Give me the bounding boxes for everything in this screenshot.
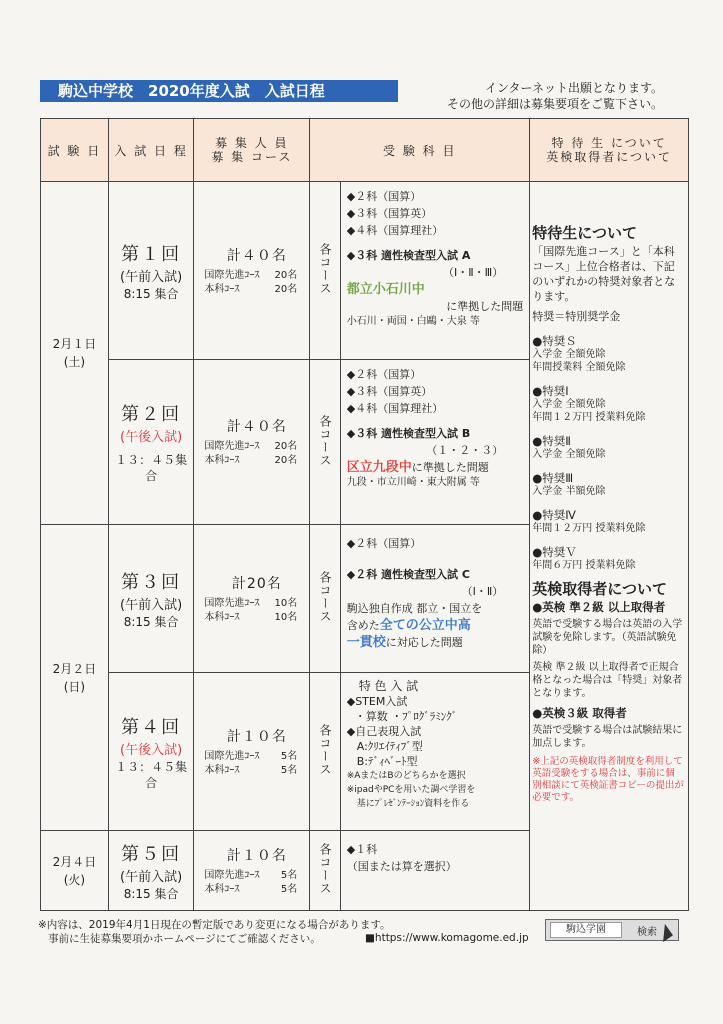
course-label-text: 各コース <box>318 843 332 895</box>
course-label-text: 各コース <box>318 414 332 467</box>
special-definition: 特奨＝特別奨学金 <box>532 310 621 323</box>
round-type: (午後入試) <box>120 430 183 445</box>
scholarship-desc: 入学金 全額免除 <box>532 349 606 360</box>
course-name: 国際先進ｺｰｽ <box>204 869 260 881</box>
footer-note-line2: 事前に生徒募集要項かホームページにてご確認ください。 <box>48 933 321 945</box>
capacity-row <box>204 883 309 897</box>
date-day: (土) <box>63 355 86 369</box>
exam-date-0202 <box>41 525 109 831</box>
reference-school: 都立小石川中 <box>346 282 425 297</box>
eiken-head: 英検取得者について <box>532 580 667 598</box>
special-exam-head: ◆３科 適性検査型入試 A <box>346 249 471 262</box>
round-title: 第１回 <box>121 243 182 265</box>
course-label-text: 各コース <box>318 724 332 776</box>
subject-item: 特 色 入 試 <box>358 679 419 693</box>
date-line: 2月４日 <box>52 854 97 869</box>
capacity-row <box>204 269 309 283</box>
header-note-line1: インターネット出願となります。 <box>485 81 663 95</box>
footer-note-line1: ※内容は、2019年4月1日現在の暫定版であり変更になる場合があります。 <box>38 919 391 931</box>
scholarship-desc: 入学金 全額免除 <box>532 399 606 410</box>
header-special <box>530 119 689 182</box>
capacity-total: 計１０名 <box>226 847 287 864</box>
header-capacity-line2: 募 集 コース <box>211 150 293 164</box>
scholarship-desc: 入学金 全額免除 <box>532 449 606 460</box>
round-title: 第５回 <box>121 843 182 865</box>
header-special-line1: 特 待 生 について <box>551 136 667 150</box>
course-label-text: 各コース <box>318 243 332 295</box>
round-title: 第２回 <box>121 404 182 425</box>
subjects-5 <box>340 831 530 911</box>
round-time: １３：４５集合 <box>115 453 188 483</box>
course-label <box>310 525 340 673</box>
subject-item: ◆２科（国算） <box>346 368 422 381</box>
course-count: 20名 <box>274 283 298 295</box>
eiken-desc: 英語で受験する場合は試験結果に加点します。 <box>532 725 683 749</box>
round-time: 8:15 集合 <box>123 286 179 301</box>
capacity-row <box>204 454 309 468</box>
scholarship-name: ●特奨Ⅲ <box>532 471 574 485</box>
course-name: 国際先進ｺｰｽ <box>204 269 260 281</box>
subjects-4 <box>340 673 530 831</box>
capacity-1 <box>194 182 310 360</box>
reference-school: 全ての公立中高 <box>379 618 471 633</box>
subject-note: ※AまたはBのどちらかを選択 <box>346 771 466 781</box>
exam-date-0201 <box>41 182 109 525</box>
course-count: 5名 <box>280 750 298 762</box>
course-count: 5名 <box>280 869 298 881</box>
subject-item: ◆自己表現入試 <box>346 725 422 738</box>
subject-item: ◆４科（国算理社） <box>346 224 444 237</box>
page-title: 駒込中学校 2020年度入試 入試日程 <box>40 80 398 102</box>
course-name: 本科ｺｰｽ <box>204 764 240 776</box>
capacity-row <box>204 283 309 297</box>
capacity-total: 計４０名 <box>226 419 287 435</box>
capacity-3 <box>194 525 310 673</box>
date-line: 2月１日 <box>52 337 97 351</box>
round-4 <box>108 673 194 831</box>
subject-item: ◆３科（国算英） <box>346 385 433 398</box>
scholarship-name: ●特奨Ⅰ <box>532 384 569 398</box>
course-label <box>310 182 340 360</box>
scholarship-name: ●特奨Ⅱ <box>532 434 571 448</box>
capacity-row <box>204 597 309 611</box>
subjects-2 <box>340 360 530 525</box>
header-note-line2: その他の詳細は募集要項をご覧下さい。 <box>446 97 663 111</box>
capacity-row <box>204 869 309 883</box>
round-title: 第４回 <box>121 716 182 738</box>
capacity-row <box>204 750 309 764</box>
scholarship-desc: 年間１２万円 授業料免除 <box>532 412 646 423</box>
eiken-item: ●英検 準２級 以上取得者 <box>532 600 666 614</box>
search-input: 駒込学園 <box>550 922 622 938</box>
eiken-desc: 英検 準２級 以上取得者で正規合格となった場合は「特奨」対象者となります。 <box>532 662 683 699</box>
course-label-text: 各コース <box>318 571 332 623</box>
scholarship-desc: 年間１２万円 授業料免除 <box>532 523 646 534</box>
subject-item: B:ﾃﾞｨﾍﾞｰﾄ型 <box>356 755 418 768</box>
footer-note <box>38 918 391 946</box>
special-exam-sub: （１・２・３） <box>426 444 504 457</box>
subject-item: ◆２科（国算） <box>346 190 422 203</box>
table-header-row <box>41 119 689 182</box>
capacity-row <box>204 611 309 625</box>
header-schedule: 入 試 日 程 <box>108 119 194 182</box>
scholarship-name: ●特奨Ⅳ <box>532 508 576 522</box>
reference-school: 区立九段中 <box>346 460 412 475</box>
round-3 <box>108 525 194 673</box>
eiken-item: ●英検３級 取得者 <box>532 706 627 720</box>
course-label <box>310 673 340 831</box>
search-button: 検索 <box>637 926 657 938</box>
special-exam-head: ◆３科 適性検査型入試 B <box>346 427 471 440</box>
eiken-desc: 英語で受験する場合は英語の入学試験を免除します。（英語試験免除） <box>532 619 683 656</box>
special-exam-sub: （Ⅰ・Ⅱ・Ⅲ） <box>443 266 504 279</box>
subjects-1 <box>340 182 530 360</box>
eiken-note: ※上記の英検取得者制度を利用して英語受験をする場合は、事前に個別相談にて英検証書コピーの提出が必要です。 <box>532 756 684 803</box>
special-panel <box>530 182 689 911</box>
scholarship-desc: 年間授業料 全額免除 <box>532 362 626 373</box>
subject-item: （国または算を選択） <box>346 860 457 873</box>
subjects-3 <box>340 525 530 673</box>
course-name: 国際先進ｺｰｽ <box>204 597 260 609</box>
reference-school: 一貫校 <box>346 635 386 650</box>
special-head: 特待生について <box>532 224 637 242</box>
capacity-row <box>204 440 309 454</box>
capacity-total: 計１０名 <box>226 728 287 745</box>
date-line: 2月２日 <box>52 661 97 676</box>
special-exam-sub: （Ⅰ・Ⅱ） <box>461 585 504 598</box>
scholarship-name: ●特奨Ｓ <box>532 334 577 348</box>
website-url: ■https://www.komagome.ed.jp <box>365 932 529 944</box>
scholarship-name: ●特奨Ｖ <box>532 545 577 559</box>
subject-item: ◆STEM入試 <box>346 695 408 708</box>
example-schools: 小石川・両国・白鷗・大泉 等 <box>346 316 480 327</box>
round-2 <box>108 360 194 525</box>
round-type: (午後入試) <box>120 742 183 758</box>
capacity-2 <box>194 360 310 525</box>
reference-note: に対応した問題 <box>385 636 463 649</box>
original-exam-note: 駒込独自作成 都立・国立を <box>346 602 483 615</box>
course-count: 20名 <box>274 441 298 452</box>
subject-item: ◆４科（国算理社） <box>346 402 444 415</box>
round-time: １３：４５集合 <box>115 759 188 790</box>
reference-note: に準拠した問題 <box>411 461 489 474</box>
capacity-row <box>204 764 309 778</box>
course-name: 国際先進ｺｰｽ <box>204 441 260 452</box>
capacity-4 <box>194 673 310 831</box>
capacity-total: 計20名 <box>231 575 282 592</box>
table-row <box>41 182 689 360</box>
course-name: 国際先進ｺｰｽ <box>204 750 260 762</box>
header-subjects: 受 験 科 目 <box>310 119 530 182</box>
example-schools: 九段・市立川崎・東大附属 等 <box>346 477 480 488</box>
course-count: 20名 <box>274 269 298 281</box>
schedule-table <box>40 118 689 911</box>
course-name: 本科ｺｰｽ <box>204 455 240 466</box>
subject-note: 基にﾌﾟﾚｾﾞﾝﾃｰｼｮﾝ資料を作る <box>356 799 470 809</box>
course-name: 本科ｺｰｽ <box>204 611 240 623</box>
subject-item: ◆１科 <box>346 843 378 856</box>
course-count: 10名 <box>274 597 298 609</box>
subject-item: ◆３科（国算英） <box>346 207 433 220</box>
course-count: 10名 <box>274 611 298 623</box>
header-date: 試 験 日 <box>41 119 109 182</box>
header-capacity <box>194 119 310 182</box>
subject-item: ・算数 ・ﾌﾟﾛｸﾞﾗﾐﾝｸﾞ <box>354 710 458 723</box>
original-exam-note: 含めた <box>346 619 380 632</box>
course-count: 20名 <box>274 455 298 466</box>
special-exam-head: ◆２科 適性検査型入試 C <box>346 568 470 581</box>
subject-item: ◆２科（国算） <box>346 537 422 550</box>
capacity-5 <box>194 831 310 911</box>
round-time: 8:15 集合 <box>123 886 179 901</box>
capacity-total: 計４０名 <box>226 247 287 264</box>
course-count: 5名 <box>280 883 298 895</box>
round-1 <box>108 182 194 360</box>
course-label <box>310 831 340 911</box>
round-type: (午前入試) <box>120 597 183 613</box>
header-special-line2: 英検取得者について <box>546 150 673 164</box>
reference-note: に準拠した問題 <box>446 300 524 313</box>
course-count: 5名 <box>280 764 298 776</box>
date-day: (火) <box>63 872 86 887</box>
subject-note: ※ipadやPCを用いた調べ学習を <box>346 785 476 795</box>
course-name: 本科ｺｰｽ <box>204 883 240 895</box>
header-capacity-line1: 募 集 人 員 <box>215 136 289 150</box>
date-day: (日) <box>63 679 86 694</box>
round-type: (午前入試) <box>120 869 183 885</box>
exam-date-0204 <box>41 831 109 911</box>
scholarship-desc: 年間６万円 授業料免除 <box>532 560 636 571</box>
subject-item: A:ｸﾘｴｲﾃｨﾌﾞ型 <box>356 740 423 753</box>
round-5 <box>108 831 194 911</box>
round-type: (午前入試) <box>120 269 183 285</box>
course-label <box>310 360 340 525</box>
scholarship-desc: 入学金 半額免除 <box>532 486 606 497</box>
round-time: 8:15 集合 <box>123 614 179 629</box>
special-intro: 「国際先進コース」と「本科コース」上位合格者は、下記のいずれかの特奨対象者となります。 <box>532 245 676 303</box>
round-title: 第３回 <box>121 571 182 593</box>
header-note <box>447 80 663 112</box>
course-name: 本科ｺｰｽ <box>204 283 240 295</box>
